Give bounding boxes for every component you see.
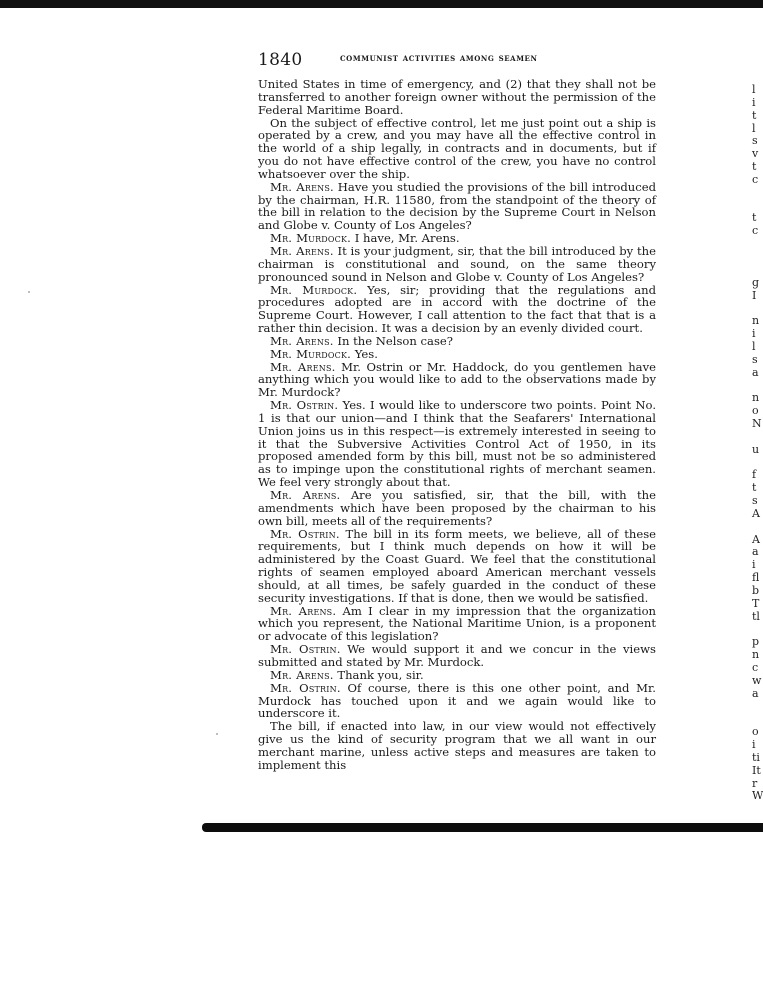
margin-fragment	[752, 264, 763, 277]
margin-fragment: u	[752, 442, 760, 456]
margin-fragment: ti	[752, 750, 760, 764]
margin-fragment: f	[752, 468, 757, 482]
margin-fragment	[752, 238, 763, 251]
paragraph-text: Of course, there is this one other point, and Mr. Murdock has touched upon it and we again would like to underscore it.	[258, 680, 656, 721]
speaker-name: Mr. Ostrin.	[270, 398, 339, 413]
margin-fragment: A	[752, 532, 760, 546]
margin-fragment: i	[752, 738, 756, 752]
margin-fragment: t	[752, 108, 757, 122]
paragraph-text: Am I clear in my impression that the organization which you represent, the National Maritime Union, is a proponent or advocate of this legislation?	[258, 603, 657, 644]
margin-fragment: I	[752, 288, 757, 302]
paragraph-text: Mr. Ostrin or Mr. Haddock, do you gentlemen have anything which you would like to add to the observations made by Mr. Murdock?	[258, 359, 656, 400]
testimony-paragraph	[258, 78, 656, 117]
margin-fragment: l	[752, 121, 756, 135]
speaker-name: Mr. Arens.	[270, 179, 334, 194]
speaker-name: Mr. Arens.	[270, 603, 337, 618]
margin-fragment: n	[752, 314, 760, 328]
testimony-paragraph	[258, 682, 656, 721]
margin-fragment: o	[752, 404, 759, 418]
scan-speck	[28, 291, 30, 293]
margin-fragment: fl	[752, 571, 760, 585]
margin-fragment: n	[752, 648, 760, 662]
paragraph-text: It is your judgment, sir, that the bill introduced by the chairman is constitutional and sound, on the same theory pronounced sound in Nelson and Globe v. County of Los Angeles?	[258, 243, 656, 284]
paragraph-text: In the Nelson case?	[337, 333, 453, 348]
page-bottom-border	[202, 823, 763, 832]
margin-fragment: s	[752, 494, 758, 507]
paragraph-text: Yes. I would like to underscore two points. Point No. 1 is that our union—and I think that the Seafarers' International Union joins us in this respect—is extremely interested in seeing to it that the Subversive Activities Control Act of 1950, in its proposed amended form by this bill, must not be so administered as to impinge upon the constitutional rights of merchant seamen. We feel very strongly about that.	[258, 398, 657, 490]
testimony-paragraph	[258, 181, 656, 232]
testimony-paragraph	[258, 643, 656, 669]
page-top-border	[0, 0, 763, 8]
margin-fragment: g	[752, 275, 760, 289]
testimony-paragraph	[258, 489, 656, 528]
margin-fragment: i	[752, 95, 756, 109]
margin-fragment: It	[752, 763, 761, 777]
testimony-paragraph	[258, 284, 656, 335]
margin-fragment: t	[752, 160, 757, 174]
speaker-name: Mr. Ostrin.	[270, 526, 340, 541]
testimony-paragraph	[258, 605, 656, 644]
paragraph-text: Yes, sir; providing that the regulations and procedures adopted are in accord with the doctrine of the Supreme Court. However, I call attention to the fact that that is a rather thin decision. It was a decision by an evenly divided court.	[258, 282, 656, 336]
paragraph-text: I have, Mr. Arens.	[354, 231, 460, 246]
speaker-name: Mr. Arens.	[270, 333, 334, 348]
margin-fragment	[752, 701, 763, 714]
margin-fragment: o	[752, 725, 759, 739]
margin-fragment: c	[752, 172, 759, 186]
margin-fragment	[752, 251, 763, 264]
body-text	[258, 78, 656, 772]
testimony-paragraph	[258, 528, 656, 605]
margin-fragment	[752, 187, 763, 200]
margin-fragment: T	[752, 596, 760, 610]
margin-fragment: W	[752, 789, 763, 803]
speaker-name: Mr. Arens.	[270, 359, 336, 374]
speaker-name: Mr. Murdock.	[270, 231, 352, 246]
margin-fragment: a	[752, 545, 759, 559]
testimony-paragraph	[258, 720, 656, 771]
paragraph-text: The bill, if enacted into law, in our view would not effectively give us the kind of security program that we all want in our merchant marine, unless active steps and measures are taken to implement this	[258, 719, 656, 772]
margin-fragment	[752, 431, 763, 444]
margin-fragment: A	[752, 506, 760, 520]
margin-fragment: i	[752, 558, 756, 572]
testimony-paragraph	[258, 361, 656, 400]
margin-fragment: b	[752, 583, 760, 597]
paragraph-text: Thank you, sir.	[337, 667, 424, 682]
margin-fragment	[752, 521, 763, 534]
speaker-name: Mr. Arens.	[270, 488, 341, 502]
margin-fragment: a	[752, 365, 759, 379]
speaker-name: Mr. Ostrin.	[270, 642, 341, 657]
margin-fragment: a	[752, 686, 759, 700]
margin-fragment: v	[752, 147, 759, 161]
speaker-name: Mr. Arens.	[270, 667, 334, 682]
paragraph-text: Have you studied the provisions of the bill introduced by the chairman, H.R. 11580, from the standpoint of the theory of the bill in relation to the decision by the Supreme Court in Nelson and Globe v. County of Los Angeles?	[258, 179, 657, 233]
margin-fragment: tl	[752, 609, 760, 623]
margin-fragment: c	[752, 660, 759, 674]
speaker-name: Mr. Murdock.	[270, 282, 358, 297]
running-head: communist activities among seamen	[340, 53, 538, 64]
testimony-paragraph	[258, 399, 656, 489]
speaker-name: Mr. Arens.	[270, 243, 334, 258]
margin-fragment: N	[752, 416, 762, 430]
paragraph-text: The bill in its form meets, we believe, all of these requirements, but I think much depends on how it will be administered by the Coast Guard. We feel that the constitutional rights of seamen employed aboard American merchant vessels should, at all times, be safely guarded in the conduct of these security investigations. If that is done, then we would be satisfied.	[258, 526, 657, 605]
margin-fragment: t	[752, 211, 757, 225]
margin-fragment: i	[752, 327, 756, 341]
paragraph-text: We would support it and we concur in the views submitted and stated by Mr. Murdock.	[258, 642, 657, 669]
margin-fragment: r	[752, 776, 758, 790]
margin-fragment: p	[752, 635, 760, 649]
margin-fragment: l	[752, 83, 756, 96]
speaker-name: Mr. Murdock.	[270, 346, 352, 361]
page-number: 1840	[258, 50, 303, 70]
margin-fragment: c	[752, 224, 759, 238]
margin-fragment: n	[752, 391, 760, 405]
margin-fragment: l	[752, 339, 756, 353]
paragraph-text: On the subject of effective control, let me just point out a ship is operated by a crew, and you may have all the effective control in the world of a ship legally, in contracts and in documents, but if you do not have effective control of the crew, you have no control whatsoever over the ship.	[258, 115, 656, 181]
testimony-paragraph	[258, 245, 656, 284]
scan-speck	[216, 733, 218, 735]
speaker-name: Mr. Ostrin.	[270, 680, 341, 695]
margin-fragment: s	[752, 352, 758, 366]
margin-fragment: t	[752, 481, 757, 495]
adjacent-page-margin	[752, 83, 763, 803]
paragraph-text: Yes.	[354, 346, 378, 361]
paragraph-text: Are you satisfied, sir, that the bill, with the amendments which have been proposed by the chairman to his own bill, meets all of the requirements?	[258, 488, 657, 528]
paragraph-text: United States in time of emergency, and (2) that they shall not be transferred to another foreign owner without the permission of the Federal Maritime Board.	[258, 77, 656, 117]
margin-fragment: s	[752, 134, 758, 148]
testimony-paragraph	[258, 117, 656, 181]
margin-fragment: w	[752, 673, 762, 687]
